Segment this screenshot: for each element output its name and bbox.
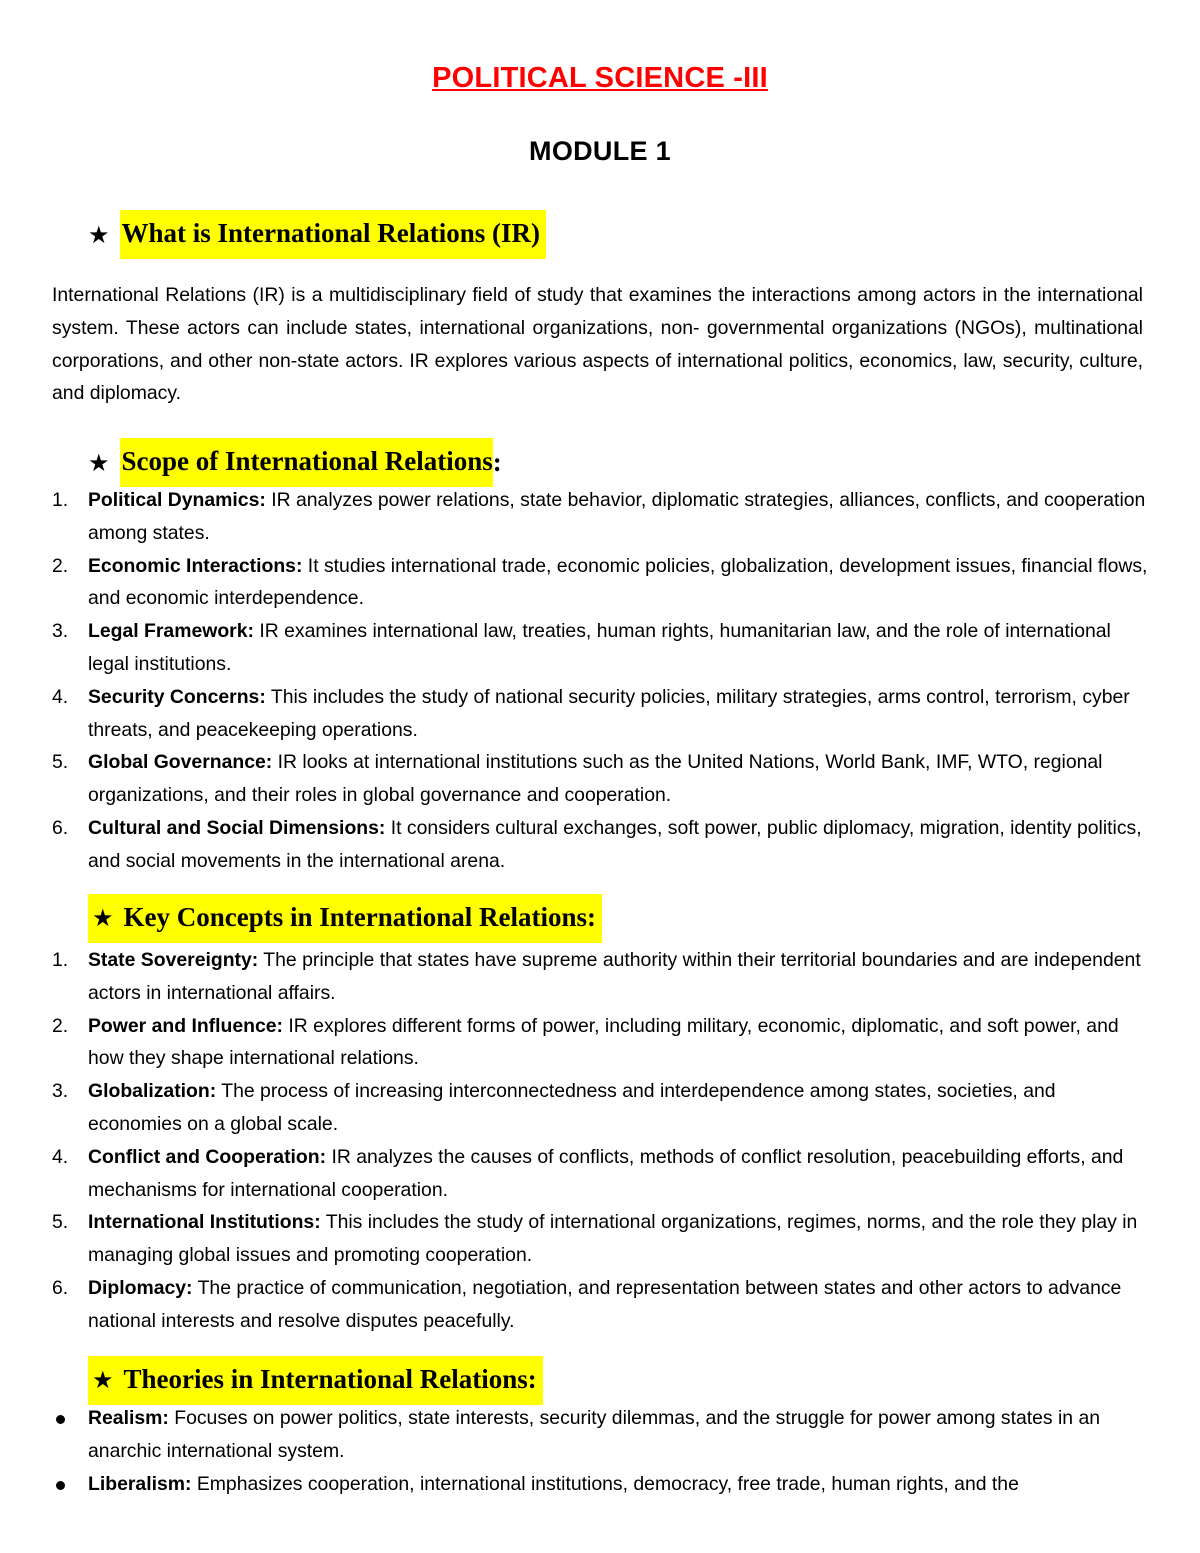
list-text: This includes the study of international organizations, regimes, norms, and the role they play in managing global issues and promoting cooperation. (88, 1211, 1138, 1267)
list-number: 2. (52, 1014, 69, 1037)
section-heading-theories (88, 1356, 543, 1405)
list-term: Cultural and Social Dimensions: (88, 816, 386, 839)
section-heading-highlight (88, 894, 602, 943)
star-icon: ★ (92, 904, 114, 932)
list-text: IR analyzes power relations, state behavior, diplomatic strategies, alliances, conflicts, and cooperation among states. (88, 489, 1146, 544)
list-term: International Institutions: (88, 1211, 321, 1234)
list-number: 6. (52, 816, 69, 839)
theories-list (52, 1402, 1152, 1500)
list-item (52, 550, 1152, 616)
bullet-icon (56, 1481, 65, 1490)
list-term: Power and Influence: (88, 1014, 284, 1037)
star-icon: ★ (92, 1366, 114, 1394)
list-text: The process of increasing interconnectedness and interdependence among states, societies, and economies on a global scale. (88, 1080, 1056, 1135)
list-term: Global Governance: (88, 751, 273, 774)
bullet-icon (56, 1415, 65, 1424)
list-term: Political Dynamics: (88, 489, 266, 511)
list-term: Economic Interactions: (88, 554, 303, 577)
section-heading-key-concepts (88, 894, 602, 943)
list-item (52, 1075, 1152, 1141)
list-text: This includes the study of national security policies, military strategies, arms control, terrorism, cyber threats, and peacekeeping operations. (88, 685, 1130, 741)
list-number: 6. (52, 1276, 69, 1299)
list-number: 3. (52, 1080, 69, 1103)
document-title: POLITICAL SCIENCE -III (432, 62, 768, 94)
list-item (52, 1141, 1152, 1207)
list-number: 5. (52, 751, 69, 774)
list-item (52, 681, 1152, 747)
list-text: The practice of communication, negotiation, and representation between states and other actors to advance national interests and resolve disputes peacefully. (88, 1276, 1122, 1332)
list-term: Liberalism: (88, 1472, 192, 1495)
list-number: 1. (52, 489, 69, 511)
list-text: IR analyzes the causes of conflicts, methods of conflict resolution, peacebuilding efforts, and mechanisms for international cooperation. (88, 1145, 1124, 1201)
list-item (52, 615, 1152, 681)
list-item (52, 944, 1152, 1010)
list-term: Realism: (88, 1407, 169, 1429)
list-text: IR looks at international institutions such as the United Nations, World Bank, IMF, WTO, regional organizations, and their roles in global governance and cooperation. (88, 751, 1103, 807)
module-heading: MODULE 1 (529, 136, 671, 166)
list-number: 4. (52, 1145, 69, 1168)
list-text: Emphasizes cooperation, international institutions, democracy, free trade, human rights, and the (191, 1472, 1019, 1495)
list-item (52, 484, 1152, 550)
list-item (52, 1010, 1152, 1076)
list-text: It considers cultural exchanges, soft power, public diplomacy, migration, identity politics, and social movements in the international arena. (88, 816, 1142, 872)
list-term: Legal Framework: (88, 620, 254, 643)
list-number: 2. (52, 554, 69, 577)
list-item (52, 1272, 1152, 1338)
section-heading-text: What is International Relations (IR) (120, 210, 547, 259)
list-number: 5. (52, 1211, 69, 1234)
list-number: 4. (52, 685, 69, 708)
section-heading-highlight (88, 1356, 543, 1405)
list-item (52, 1206, 1152, 1272)
list-text: IR explores different forms of power, including military, economic, diplomatic, and soft power, and how they shape international relations. (88, 1014, 1119, 1070)
section-heading-text: Key Concepts in International Relations: (123, 902, 597, 932)
list-text: Focuses on power politics, state interests, security dilemmas, and the struggle for power among states in an anarchic international system. (88, 1407, 1101, 1462)
list-text: IR examines international law, treaties, human rights, humanitarian law, and the role of international legal institutions. (88, 620, 1111, 675)
key-concepts-list (52, 944, 1152, 1338)
list-number: 3. (52, 620, 69, 643)
star-icon: ★ (88, 220, 110, 249)
section-heading-text: Theories in International Relations: (123, 1364, 537, 1394)
list-text: It studies international trade, economic policies, globalization, development issues, financial flows, and economic interdependence. (88, 554, 1148, 610)
list-term: Diplomacy: (88, 1276, 193, 1299)
list-text: The principle that states have supreme authority within their territorial boundaries and are independent actors in international affairs. (88, 949, 1141, 1004)
star-icon: ★ (88, 448, 110, 477)
list-term: Security Concerns: (88, 685, 266, 708)
list-number: 1. (52, 949, 69, 971)
heading-colon: : (492, 447, 502, 477)
section-heading-what-is-ir (88, 210, 546, 259)
list-item (52, 1468, 1152, 1501)
intro-paragraph: International Relations (IR) is a multidisciplinary field of study that examines the interactions among actors in the international system. These actors can include states, international organizations, non- governmental organizations (NGOs), multinational corporations, and other non-state actors. IR explores various aspects of international politics, economics, law, security, culture, and diplomacy. (52, 284, 1143, 405)
list-term: Globalization: (88, 1080, 217, 1103)
list-item (52, 746, 1152, 812)
list-item (52, 1402, 1152, 1468)
section-heading-scope (88, 438, 502, 487)
list-term: State Sovereignty: (88, 949, 259, 971)
scope-list (52, 484, 1152, 878)
section-heading-text: Scope of International Relations (120, 438, 493, 487)
list-term: Conflict and Cooperation: (88, 1145, 327, 1168)
list-item (52, 812, 1152, 878)
